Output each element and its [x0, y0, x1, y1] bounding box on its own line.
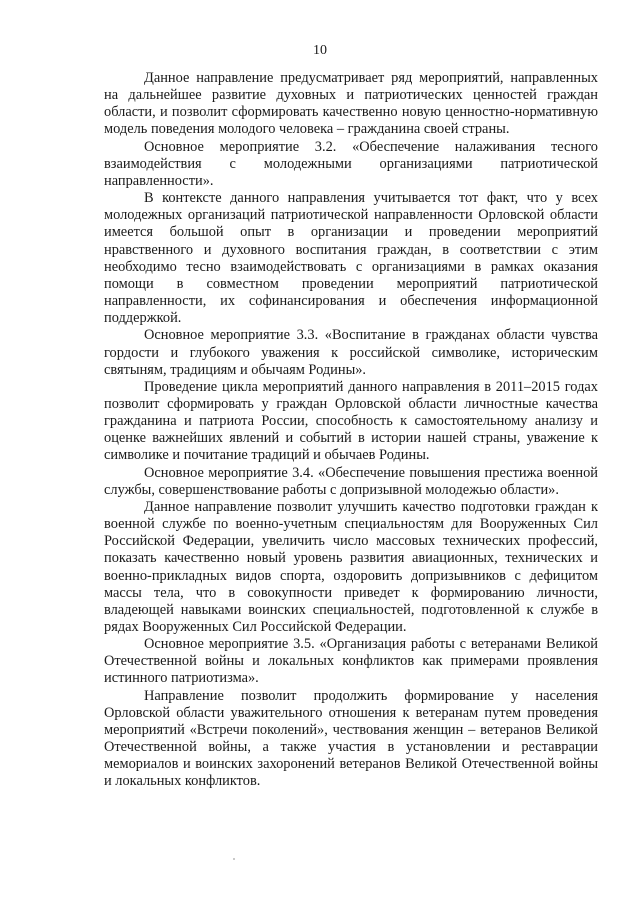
paragraph: Проведение цикла мероприятий данного направления в 2011–2015 годах позволит сформировать у граждан Орловской области личностные качества гражданина и патриота России, способность к самостоятельному анализу и оценке важнейших явлений и событий в истории нашей страны, уважение к символике и почитание традиций и обычаев Родины.: [104, 378, 598, 464]
paragraph: Основное мероприятие 3.3. «Воспитание в гражданах области чувства гордости и глубокого уважения к российской символике, историческим святыням, традициям и обычаям Родины».: [104, 327, 598, 378]
body-text: [104, 70, 598, 791]
paragraph: Основное мероприятие 3.5. «Организация работы с ветеранами Великой Отечественной войны и локальных конфликтов как примерами проявления истинного патриотизма».: [104, 636, 598, 687]
paragraph: Данное направление позволит улучшить качество подготовки граждан к военной службе по военно-учетным специальностям для Вооруженных Сил Российской Федерации, увеличить число массовых технических профессий, показать качественно новый уровень развития авиационных, технических и военно-прикладных видов спорта, оздоровить допризывников с дефицитом массы тела, что в совокупности приведет к формированию личности, владеющей навыками воинских специальностей, подготовленной к службе в рядах Вооруженных Сил Российской Федерации.: [104, 498, 598, 635]
scan-artifact: [233, 858, 235, 860]
paragraph: Основное мероприятие 3.4. «Обеспечение повышения престижа военной службы, совершенствование работы с допризывной молодежью области».: [104, 464, 598, 498]
paragraph: Данное направление предусматривает ряд мероприятий, направленных на дальнейшее развитие духовных и патриотических ценностей граждан области, и позволит сформировать качественно новую ценностно-нормативную модель поведения молодого человека – гражданина своей страны.: [104, 70, 598, 138]
page-number: 10: [313, 43, 327, 58]
paragraph: Направление позволит продолжить формирование у населения Орловской области уважительного отношения к ветеранам путем проведения мероприятий «Встречи поколений», чествования женщин – ветеранов Великой Отечественной войны, а также участия в установлении и реставрации мемориалов и воинских захоронений ветеранов Великой Отечественной войны и локальных конфликтов.: [104, 687, 598, 790]
paragraph: Основное мероприятие 3.2. «Обеспечение налаживания тесного взаимодействия с молодежными организациями патриотической направленности».: [104, 138, 598, 189]
paragraph: В контексте данного направления учитывается тот факт, что у всех молодежных организаций патриотической направленности Орловской области имеется большой опыт в организации и проведении мероприятий нравственного и духовного воспитания граждан, в соответствии с этим необходимо тесно взаимодействовать с организациями в рамках оказания помощи в совместном проведении мероприятий патриотической направленности, их софинансирования и обеспечения информационной поддержкой.: [104, 190, 598, 327]
